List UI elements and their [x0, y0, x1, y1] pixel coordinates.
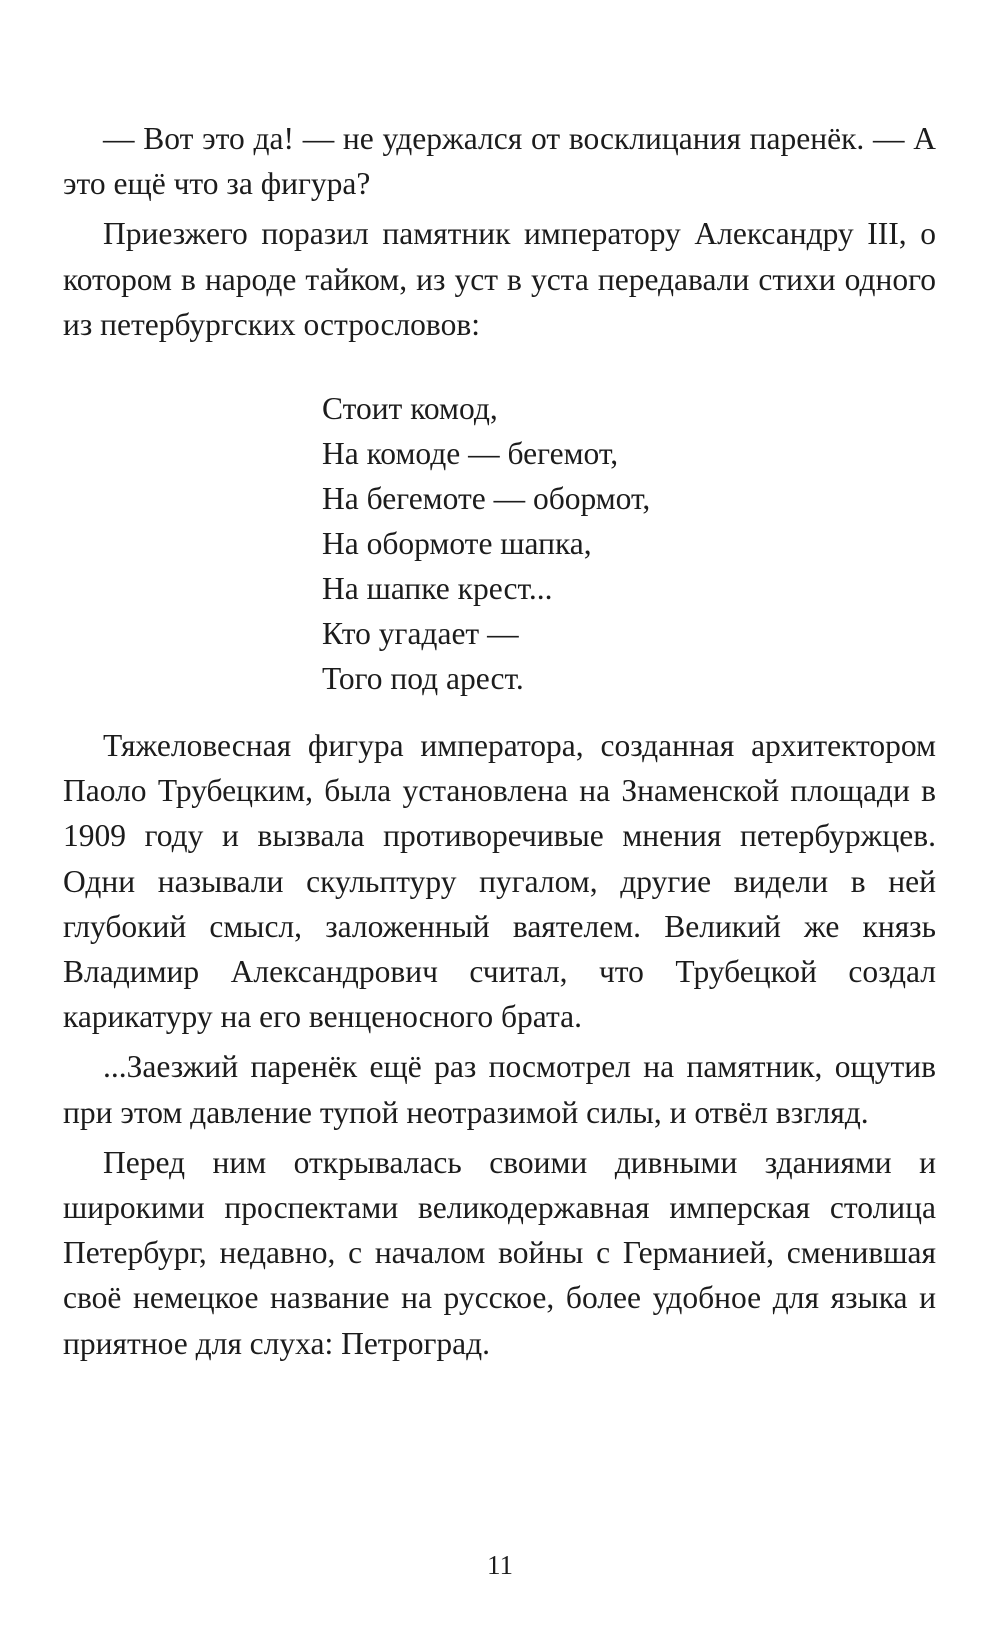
- page-number: 11: [487, 1550, 513, 1580]
- poem-line: Того под арест.: [322, 661, 524, 696]
- poem-line: Кто угадает —: [322, 616, 519, 651]
- poem-line: Стоит комод,: [322, 391, 498, 426]
- poem-line: На бегемоте — обормот,: [322, 481, 651, 516]
- poem: [322, 386, 650, 701]
- paragraph-glance: ...Заезжий паренёк ещё раз посмотрел на памятник, ощутив при этом давление тупой неотразимой силы, и отвёл взгляд.: [63, 1049, 936, 1130]
- poem-line: На шапке крест...: [322, 571, 553, 606]
- poem-line: На комоде — бегемот,: [322, 436, 619, 471]
- paragraph-exclamation: — Вот это да! — не удержался от восклицания паренёк. — А это ещё что за фигура?: [63, 121, 936, 202]
- paragraph-emperor-figure: Тяжеловесная фигура императора, созданная архитектором Паоло Трубецким, была установлена на Знаменской площади в 1909 году и вызвала противоречивые мнения петербуржцев. Одни называли скульптуру пугалом, другие видели в ней глубокий смысл, заложенный ваятелем. Великий же князь Владимир Александрович считал, что Трубецкой создал карикатуру на его венценосного брата.: [63, 728, 936, 1035]
- paragraph-monument-intro: Приезжего поразил памятник императору Александру III, о котором в народе тайком, из уст в уста передавали стихи одного из петербургских острословов:: [63, 216, 936, 342]
- text-block-bottom: [63, 723, 936, 1371]
- poem-line: На обормоте шапка,: [322, 526, 592, 561]
- paragraph-petrograd: Перед ним открывалась своими дивными зданиями и широкими проспектами великодержавная имперская столица Петербург, недавно, с началом войны с Германией, сменившая своё немецкое название на русское, более удобное для языка и приятное для слуха: Петроград.: [63, 1144, 936, 1361]
- text-block-top: [63, 116, 936, 352]
